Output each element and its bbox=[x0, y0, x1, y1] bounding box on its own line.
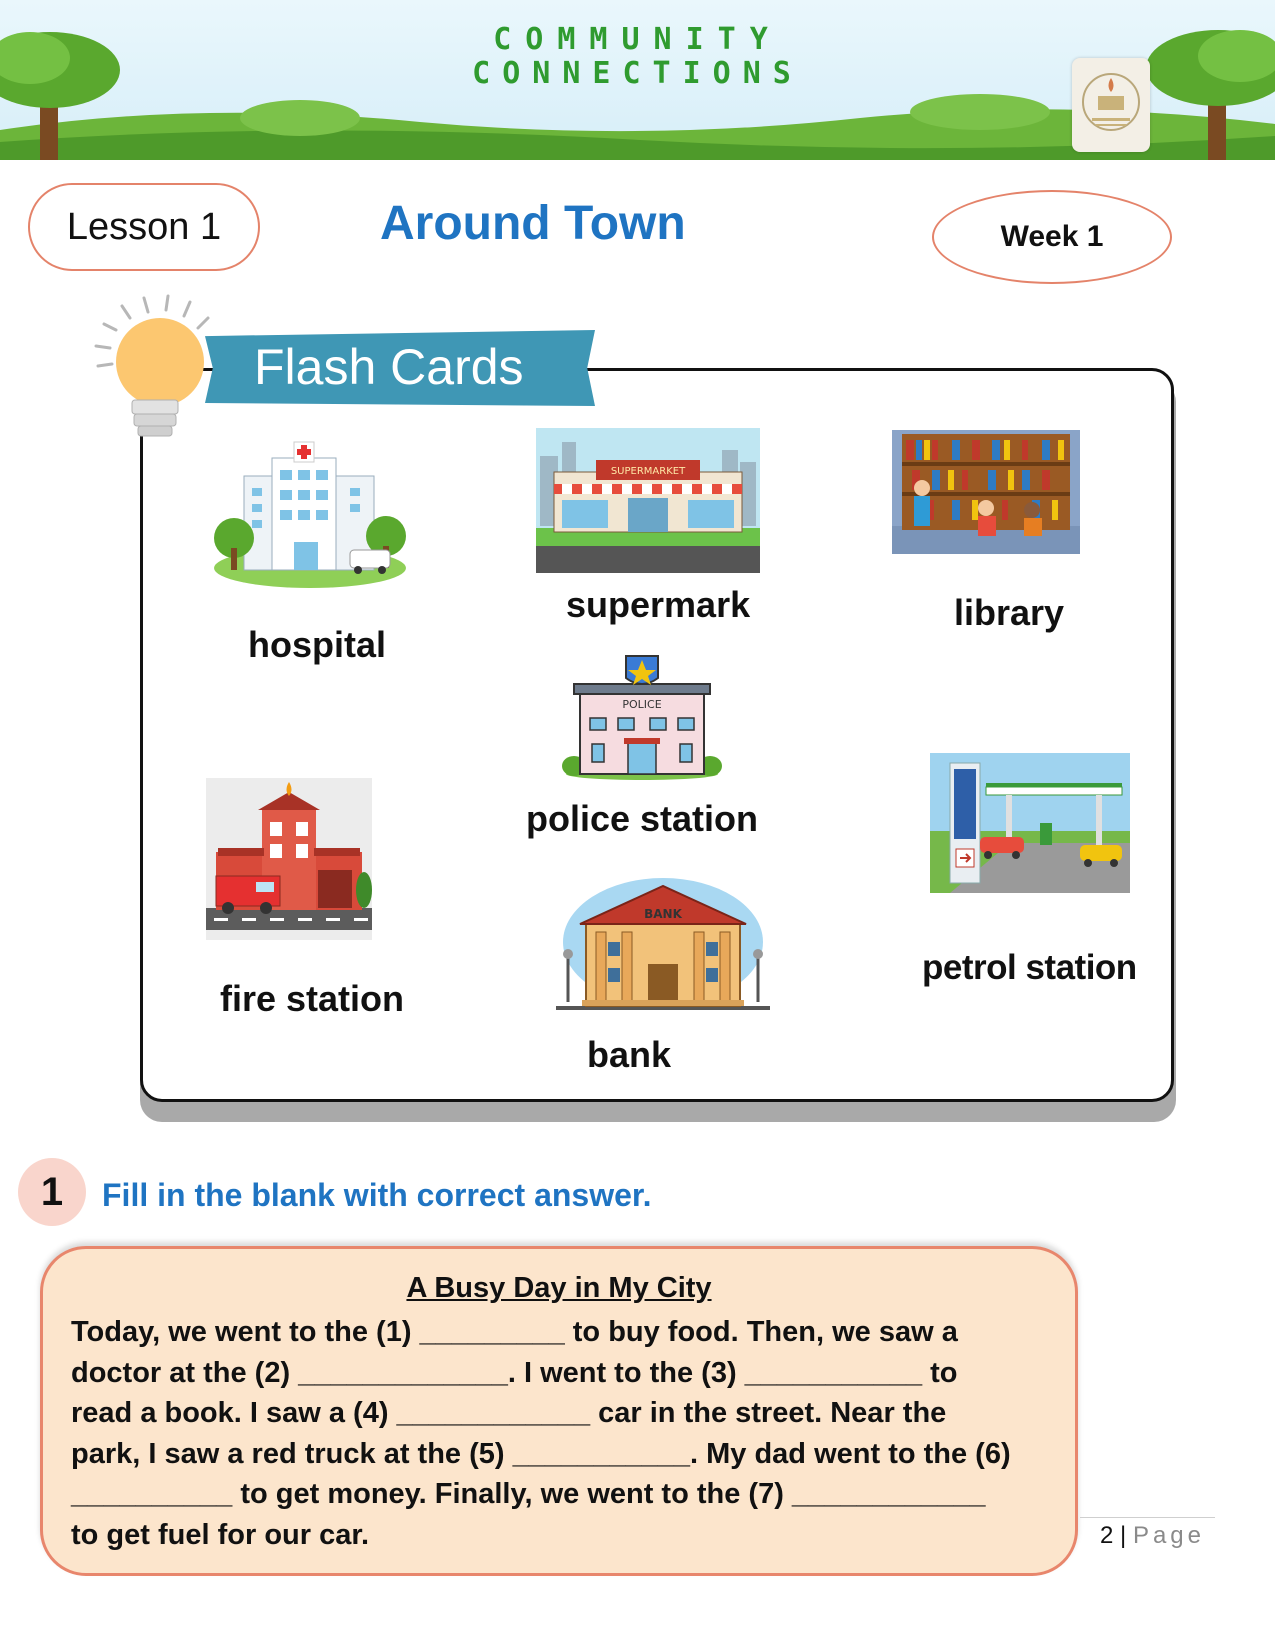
card-label-hospital: hospital bbox=[248, 624, 387, 665]
story-line: read a book. I saw a (4) ____________ car in the street. Near the bbox=[71, 1397, 947, 1429]
hospital-icon bbox=[210, 438, 410, 588]
story-line: park, I saw a red truck at the (5) ___________. My dad went to the (6) bbox=[71, 1438, 1011, 1470]
petrol-station-icon bbox=[930, 753, 1130, 893]
library-icon bbox=[892, 430, 1080, 554]
svg-text:BANK: BANK bbox=[644, 907, 682, 921]
supermarket-icon bbox=[536, 428, 760, 573]
card-label-bank: bank bbox=[587, 1034, 672, 1075]
svg-text:POLICE: POLICE bbox=[622, 698, 662, 711]
card-label-petrol-station: petrol station bbox=[922, 948, 1137, 987]
lesson-badge: Lesson 1 bbox=[28, 183, 260, 271]
police-station-icon bbox=[562, 650, 722, 780]
card-label-police-station: police station bbox=[526, 798, 759, 839]
header-banner bbox=[0, 0, 1275, 160]
school-logo bbox=[1072, 58, 1150, 152]
story-line: doctor at the (2) _____________. I went to the (3) ___________ to bbox=[71, 1357, 958, 1389]
story-title: A Busy Day in My City bbox=[406, 1272, 712, 1304]
flash-cards-title: Flash Cards bbox=[254, 339, 524, 395]
exercise-instruction: Fill in the blank with correct answer. bbox=[102, 1177, 652, 1213]
page-number-value: 2 bbox=[1100, 1522, 1114, 1549]
page-title: Around Town bbox=[380, 197, 686, 250]
lightbulb-icon bbox=[92, 290, 222, 460]
svg-text:SUPERMARKET: SUPERMARKET bbox=[610, 466, 686, 477]
fire-station-icon bbox=[206, 778, 372, 940]
story-line: to get fuel for our car. bbox=[71, 1519, 370, 1551]
story-line: Today, we went to the (1) _________ to buy food. Then, we saw a bbox=[71, 1316, 958, 1348]
card-label-fire-station: fire station bbox=[220, 978, 405, 1019]
banner-title-line2: CONNECTIONS bbox=[472, 56, 803, 91]
bank-icon bbox=[556, 872, 770, 1012]
story-line: __________ to get money. Finally, we went to the (7) ____________ bbox=[71, 1478, 986, 1510]
page-number bbox=[1100, 1522, 1205, 1550]
page-word: Page bbox=[1132, 1522, 1205, 1549]
page-number-separator: | bbox=[1120, 1522, 1127, 1549]
week-badge: Week 1 bbox=[932, 190, 1172, 284]
footer-rule bbox=[1080, 1517, 1215, 1518]
exercise-number-badge: 1 bbox=[18, 1158, 86, 1226]
banner-title-line1: COMMUNITY bbox=[493, 22, 782, 57]
card-label-supermarket: supermark bbox=[566, 584, 751, 625]
card-label-library: library bbox=[954, 592, 1065, 633]
